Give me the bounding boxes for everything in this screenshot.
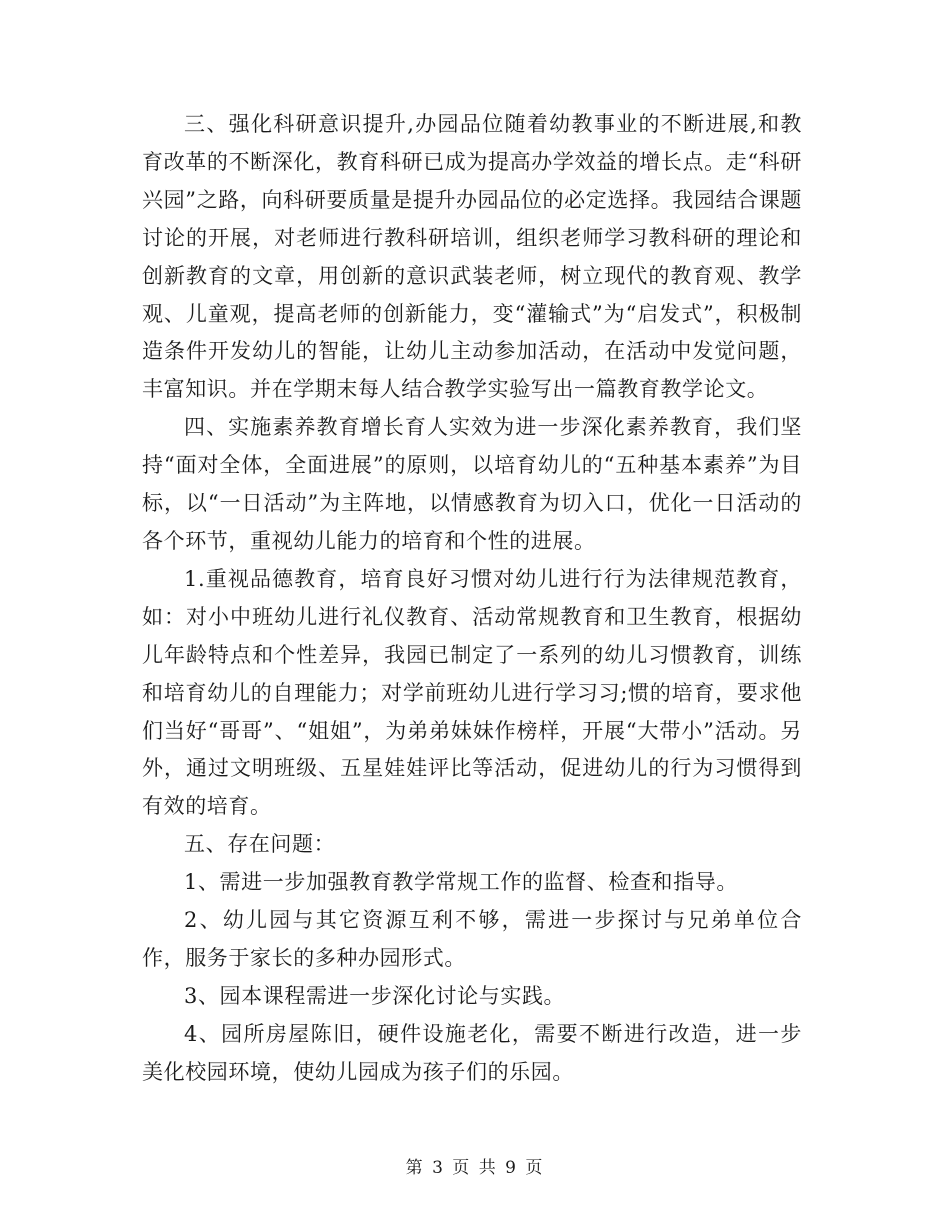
paragraph-moral-education: 1.重视品德教育，培育良好习惯对幼儿进行行为法律规范教育，如：对小中班幼儿进行礼仪教育、活动常规教育和卫生教育，根据幼儿年龄特点和个性差异，我园已制定了一系列的幼儿习惯教育，训练和培育幼儿的自理能力；对学前班幼儿进行学习习;惯的培育，要求他们当好“哥哥”、“姐姐”，为弟弟妹妹作榜样，开展“大带小”活动。另外，通过文明班级、五星娃娃评比等活动，促进幼儿的行为习惯得到有效的培育。	[142, 566, 802, 819]
paragraph-quality-education: 四、实施素养教育增长育人实效为进一步深化素养教育，我们坚持“面对全体，全面进展”的原则，以培育幼儿的“五种基本素养”为目标，以“一日活动”为主阵地，以情感教育为切入口，优化一日活动的各个环节，重视幼儿能力的培育和个性的进展。	[142, 415, 802, 553]
paragraph-problem-2: 2、幼儿园与其它资源互利不够，需进一步探讨与兄弟单位合作，服务于家长的多种办园形式。	[142, 908, 802, 970]
page-number-footer: 第 3 页 共 9 页	[405, 1158, 545, 1178]
paragraph-problem-3: 3、园本课程需进一步深化讨论与实践。	[184, 983, 566, 1008]
paragraph-problem-1: 1、需进一步加强教育教学常规工作的监督、检查和指导。	[184, 870, 738, 895]
paragraph-problems-heading: 五、存在问题：	[184, 832, 336, 857]
document-body	[142, 106, 802, 1092]
paragraph-research: 三、强化科研意识提升,办园品位随着幼教事业的不断进展,和教育改革的不断深化，教育科研已成为提高办学效益的增长点。走“科研兴园”之路，向科研要质量是提升办园品位的必定选择。我园结合课题讨论的开展，对老师进行教科研培训，组织老师学习教科研的理论和创新教育的文章，用创新的意识武装老师，树立现代的教育观、教学观、儿童观，提高老师的创新能力，变“灌输式”为“启发式”，积极制造条件开发幼儿的智能，让幼儿主动参加活动，在活动中发觉问题，丰富知识。并在学期末每人结合教学实验写出一篇教育教学论文。	[142, 112, 802, 402]
paragraph-problem-4: 4、园所房屋陈旧，硬件设施老化，需要不断进行改造，进一步美化校园环境，使幼儿园成为孩子们的乐园。	[142, 1021, 802, 1084]
